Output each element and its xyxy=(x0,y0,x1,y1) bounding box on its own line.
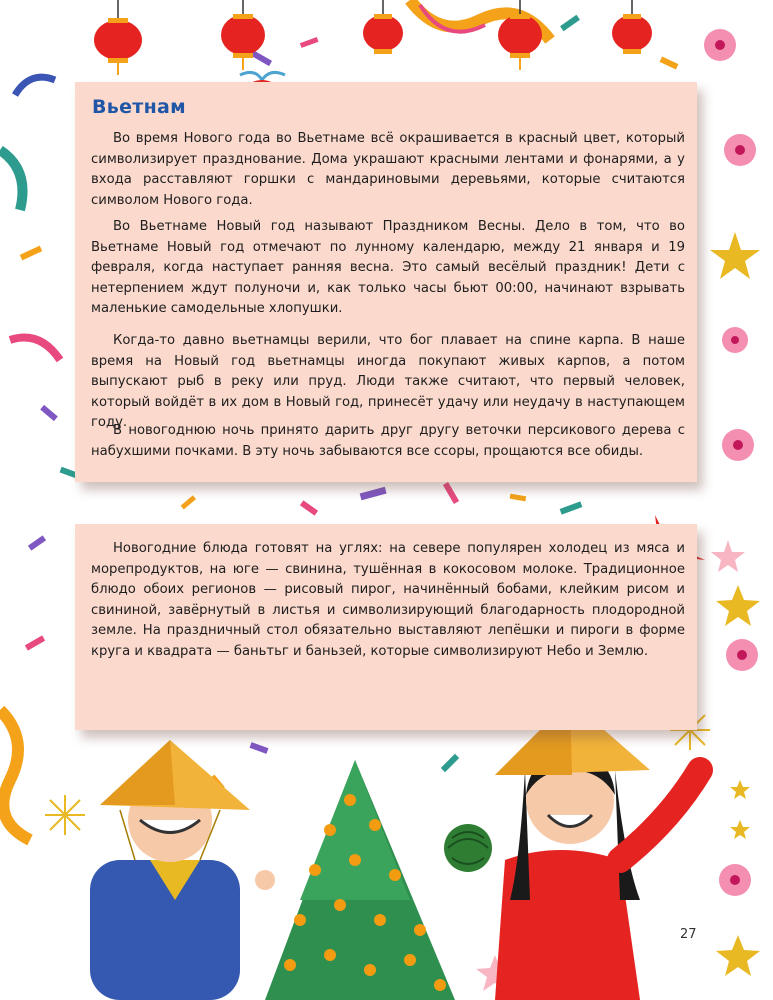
vietnam-text-panel xyxy=(75,82,697,482)
boy-in-conical-hat-illustration xyxy=(90,740,275,1000)
girl-in-red-ao-dai-illustration xyxy=(444,700,700,1000)
paragraph-red-color: Во время Нового года во Вьетнаме всё окрашивается в красный цвет, который символизирует празднование. Дома украшают красными лентами и фонарями, а у входа расставляют горшки с мандариновыми деревьями, которые считаются символом Нового года. xyxy=(91,131,685,208)
paragraph-carp-legend: Когда-то давно вьетнамцы верили, что бог плавает на спине карпа. В наше время на Новый год вьетнамцы иногда покупают живых карпов, а потом выпускают рыб в реку или пруд. Люди также считают, что первый человек, который войдёт в их дом в Новый год, принесёт удачу или неудачу в наступающем году. xyxy=(91,333,685,430)
red-lantern-icon xyxy=(94,0,142,75)
page-number: 27 xyxy=(680,927,697,942)
red-lantern-icon xyxy=(363,0,403,54)
section-title: Вьетнам xyxy=(92,96,186,118)
paragraph-new-year-dishes: Новогодние блюда готовят на углях: на севере популярен холодец из мяса и морепродуктов, на юге — свинина, тушённая в кокосовом молоке. Традиционное блюдо обоих регионов — рисовый пирог, начинённый бобами, клейким рисом и свининой, завёрнутый в листья и символизирующий благодарность плодородной земле. На праздничный стол обязательно выставляют лепёшки и пироги в форме круга и квадрата — баньтьг и баньзей, которые символизируют Небо и Землю. xyxy=(91,541,685,659)
food-text-panel xyxy=(75,524,697,730)
paragraph-peach-branches: В новогоднюю ночь принято дарить друг другу веточки персикового дерева с набухшими почками. В эту ночь забываются все ссоры, прощаются все обиды. xyxy=(91,423,685,459)
paragraph-spring-festival: Во Вьетнаме Новый год называют Праздником Весны. Дело в том, что во Вьетнаме Новый год отмечают по лунному календарю, между 21 января и 19 февраля, когда наступает ранняя весна. Это самый весёлый праздник! Дети с нетерпением ждут полуночи и, как только часы бьют 00:00, начинают взрывать маленькие самодельные хлопушки. xyxy=(91,219,685,316)
mandarin-tree-illustration xyxy=(265,760,455,1000)
red-lantern-icon xyxy=(612,0,652,54)
